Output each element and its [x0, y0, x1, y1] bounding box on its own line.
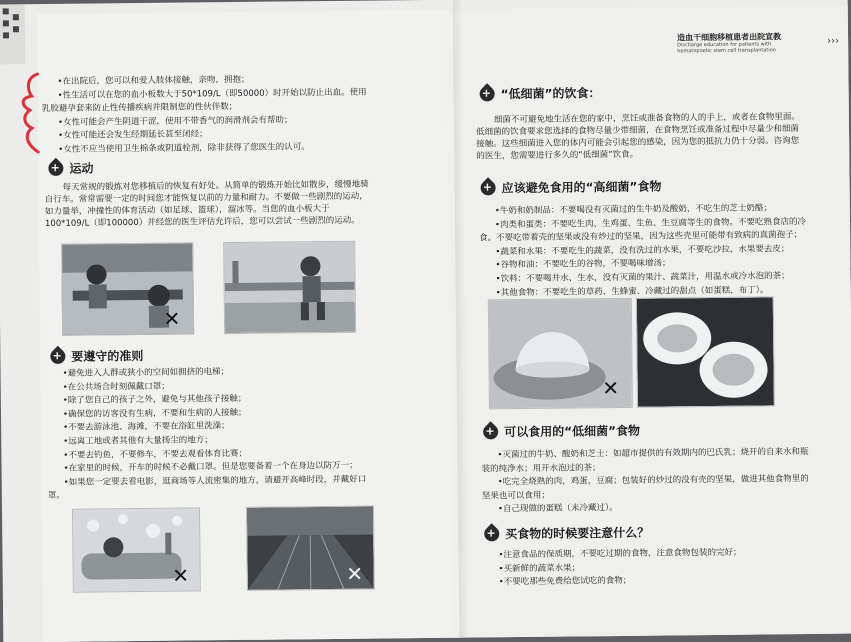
blood-drop-icon	[478, 177, 499, 198]
rules-bullet: •如果您一定要去看电影，逛商场等人流密集的地方，请避开高峰时段，并戴好口	[63, 474, 367, 488]
rules-bullet: •远离工地或者其他有大量扬尘的地方；	[63, 435, 213, 447]
intro-bullet: •女性可能还会发生经期延长甚至闭经；	[58, 129, 208, 142]
shopping-heading	[484, 524, 649, 543]
blood-drop-icon	[47, 346, 68, 367]
avoid-bullet: •谷物和油：不要吃生的谷物，不要喝味增汤；	[495, 258, 671, 271]
low-line: 细菌不可避免地生活在您的家中，烹饪或准备食物的人的手上，或者在食物里面。	[493, 112, 800, 126]
cross-icon: ✕	[163, 306, 181, 331]
rules-bullet: 罩。	[47, 491, 65, 502]
avoid-bullet: •牛奶和奶制品：不要喝没有灭菌过的生牛奶及酸奶，不吃生的芝士奶酪；	[494, 203, 772, 217]
ok-bullet: 装的纯净水；用开水泡过的茶；	[481, 462, 601, 475]
rules-bullets	[47, 365, 367, 504]
header-subtitle-2: hematopoetic stem cell transplantation	[677, 47, 776, 55]
skater-illustration	[223, 241, 356, 334]
avoid-food-heading	[481, 178, 662, 197]
low-line: 低细菌的饮食要求您选择的食物尽量少带细菌，在食物烹饪或准备过程中尽量少和细菌	[475, 124, 800, 138]
header-subtitle-1: Discharge education for patients with	[677, 41, 772, 49]
avoid-bullet: •肉类和蛋类：不要吃生肉、生鸡蛋、生鱼、生豆腐等生的食物。不要吃熟食店的冷	[494, 216, 807, 230]
exercise-line: 如力量举，冲撞性的体育活动（如足球、篮球），溜冰等。当您的血小板大于	[44, 203, 330, 217]
ok-food-heading-text: 可以食用的“低细菌”食物	[504, 423, 641, 440]
cross-icon: ✕	[346, 561, 364, 586]
rules-bullet: •确保您的访客没有生病，不要和生病的人接触；	[62, 407, 247, 420]
rules-bullet: •避免进入人群或狭小的空间如拥挤的电梯；	[62, 367, 230, 379]
cross-icon: ✕	[602, 375, 620, 401]
intro-bullets	[41, 73, 367, 158]
ok-food-bullets	[481, 446, 809, 517]
avoid-bullet: •蔬菜和水果：不要吃生的蔬菜，没有洗过的水果，不要吃沙拉，水果要去皮；	[495, 243, 790, 258]
intro-bullet: •性生活可以在您的血小板数大于50*109/L（即50000）时开始以防止出血。使用	[57, 87, 367, 101]
rules-bullet: •不要去游泳池、海滩，不要在浴缸里洗澡；	[63, 421, 230, 434]
exercise-line: 每天常规的锻炼对您移植后的恢复有好处。从简单的锻炼开始比如散步，缓慢地骑	[62, 179, 369, 193]
exercise-line: 100*109/L（即100000）并经您的医生评估允许后，您可以尝试一些剧烈的运动。	[44, 215, 360, 229]
rules-heading	[50, 347, 143, 365]
low-bacteria-diet-heading-text: “低细菌”的饮食：	[500, 86, 601, 102]
ok-bullet: •吃完全烧熟的肉，鸡蛋，豆腐；包装好的炒过的没有壳的坚果，做进其他食物里的	[497, 474, 809, 488]
red-bracket-mark	[7, 72, 48, 162]
blood-drop-icon	[477, 83, 498, 104]
intro-bullet: •在出院后，您可以和爱人肢体接触，亲吻，拥抱；	[57, 74, 250, 87]
ok-bullet: •灭菌过的牛奶、酸奶和芝士：如超市提供的有效期内的巴氏乳；烧开的自来水和瓶	[497, 446, 809, 461]
rules-bullet: •在家里的时候，开车的时候不必戴口罩。但是您要备着一个在身边以防万一；	[63, 460, 358, 474]
boiled-eggs-photo	[636, 296, 775, 407]
bathtub-illustration	[72, 507, 201, 592]
avoid-food-heading-text: 应该避免食用的“高细菌”食物	[501, 179, 662, 196]
shop-bullet: •注意食品的保质期，不要吃过期的食物，注意食物包装的完好；	[498, 547, 742, 561]
ok-food-heading	[483, 422, 640, 441]
exercise-heading-text: 运动	[69, 161, 94, 176]
rules-bullet: •除了您自己的孩子之外，避免与其他孩子接触；	[62, 394, 247, 406]
low-line: 的医生，您需要进行多久的“低细菌”饮食。	[476, 149, 639, 162]
exercise-heading	[48, 159, 93, 176]
low-line: 接触。这些细菌进入您的体内可能会引起您的感染，因为您的抵抗力仍十分弱。咨询您	[476, 136, 800, 150]
avoid-bullet: 食。不要吃带着壳的坚果或没有炒过的坚果，因为这些壳里可能带有致病的真菌孢子；	[479, 230, 803, 244]
intro-bullet: •女性不应当使用卫生棉条或阴道栓剂，除非获得了您医生的认可。	[58, 142, 310, 155]
blood-drop-icon	[480, 421, 501, 442]
rules-heading-text: 要遵守的准则	[71, 348, 144, 364]
header-banner	[677, 32, 822, 58]
exercise-paragraph	[45, 178, 450, 230]
shopping-heading-text: 买食物的时候要注意什么？	[505, 525, 650, 542]
pudding-photo	[488, 298, 633, 410]
header-arrows-icon: ›››	[827, 35, 840, 47]
swimming-pool-photo	[246, 506, 375, 591]
rules-bullet: •在公共场合时刻佩戴口罩；	[62, 381, 170, 393]
avoid-bullet: •饮料：不要喝井水、生水，没有灭菌的果汁、蔬菜汁，用温水或冷水泡的茶；	[495, 271, 790, 285]
avoid-food-bullets	[479, 202, 807, 300]
shopping-bullets	[498, 547, 741, 590]
intro-bullet: •女性可能会产生阴道干涩，使用不带香气的润滑剂会有帮助；	[57, 115, 293, 128]
blood-drop-icon	[45, 158, 66, 179]
blood-drop-icon	[481, 523, 502, 544]
exercise-line: 自行车。常常需要一定的时间您才能恢复以前的力量和耐力。不要做一些剧烈的运动，	[44, 191, 368, 205]
avoid-bullet: •其他食物：不要吃生的草药、生蜂蜜、冷藏过的甜点（如蛋糕，布丁）。	[495, 284, 769, 298]
ping-pong-illustration	[61, 242, 194, 335]
header-title: 造血干细胞移植患者出院宣教	[677, 32, 782, 43]
shop-bullet: •买新鲜的蔬菜水果；	[498, 562, 581, 574]
cross-icon: ✕	[172, 563, 190, 588]
low-bacteria-diet-heading	[480, 84, 601, 102]
rules-bullet: •不要去钓鱼，不要修车，不要去观看体育比赛；	[63, 448, 247, 461]
ok-bullet: 坚果也可以食用；	[481, 490, 550, 502]
shop-bullet: •不要吃那些免费给您试吃的食物；	[498, 576, 632, 588]
low-bacteria-paragraph	[476, 111, 836, 163]
ok-bullet: •自己现做的蛋糕（未冷藏过）。	[497, 503, 618, 515]
intro-bullet: 乳胶避孕套来防止性传播疾病并限制您的性伙伴数；	[41, 102, 238, 115]
binding-holes	[0, 4, 25, 64]
